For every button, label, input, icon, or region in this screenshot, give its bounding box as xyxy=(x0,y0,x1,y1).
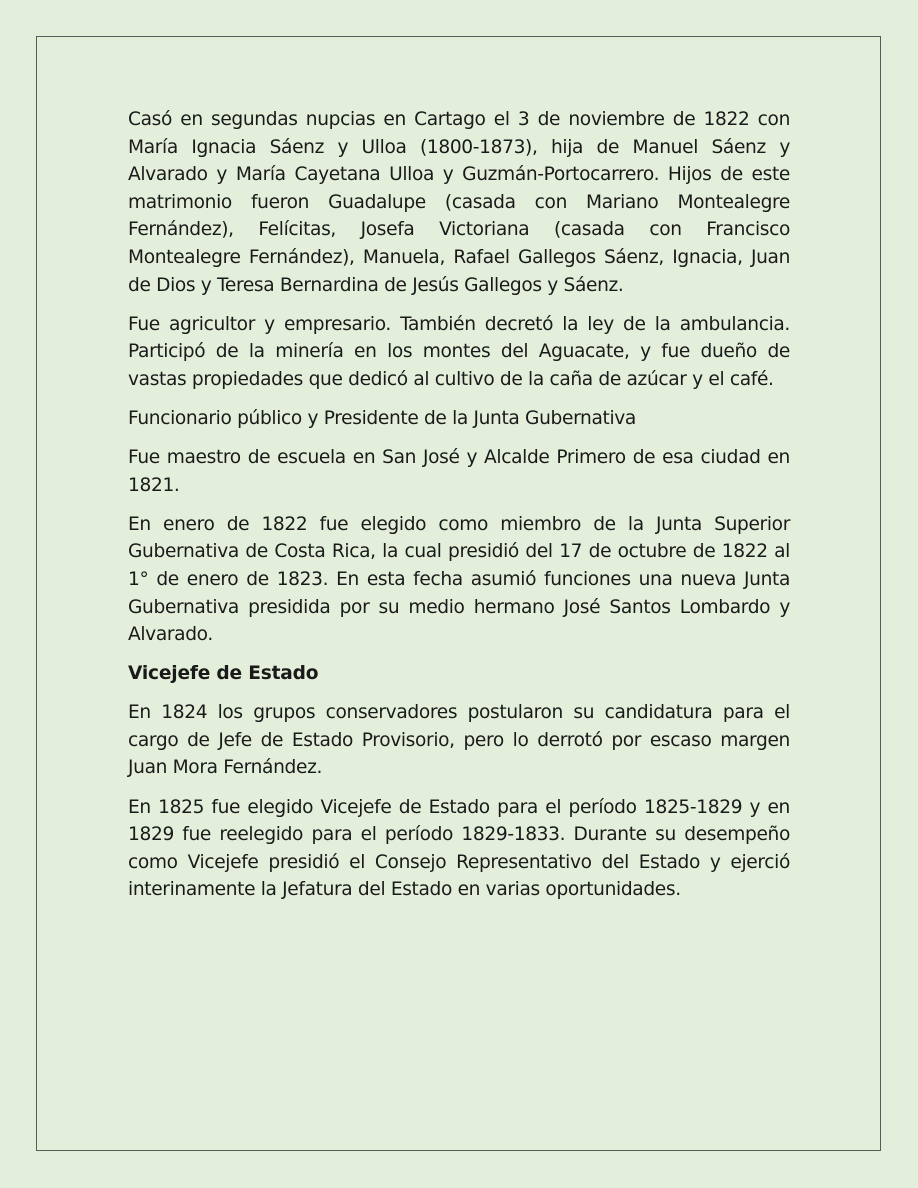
paragraph-occupation: Fue agricultor y empresario. También decretó la ley de la ambulancia. Participó de la minería en los montes del Aguacate, y fue dueño de vastas propiedades que dedicó al cultivo de la caña de azúcar y el café. xyxy=(128,313,790,390)
section-title-public-official: Funcionario público y Presidente de la Junta Gubernativa xyxy=(128,407,636,429)
section-heading-vicejefe: Vicejefe de Estado xyxy=(128,663,319,685)
paragraph-marriage: Casó en segundas nupcias en Cartago el 3 de noviembre de 1822 con María Ignacia Sáenz y Ulloa (1800-1873), hija de Manuel Sáenz y Alvarado y María Cayetana Ulloa y Guzmán-Portocarrero. Hijos de este matrimonio fueron Guadalupe (casada con Mariano Montealegre Fernández), Felícitas, Josefa Victoriana (casada con Francisco Montealegre Fernández), Manuela, Rafael Gallegos Sáenz, Ignacia, Juan de Dios y Teresa Bernardina de Jesús Gallegos y Sáenz. xyxy=(128,109,790,296)
document-body xyxy=(128,106,790,915)
paragraph-teacher: Fue maestro de escuela en San José y Alcalde Primero de esa ciudad en 1821. xyxy=(128,447,790,496)
paragraph-junta: En enero de 1822 fue elegido como miembro de la Junta Superior Gubernativa de Costa Rica, la cual presidió del 17 de octubre de 1822 al 1° de enero de 1823. En esta fecha asumió funciones una nueva Junta Gubernativa presidida por su medio hermano José Santos Lombardo y Alvarado. xyxy=(128,513,790,646)
paragraph-vicejefe-term: En 1825 fue elegido Vicejefe de Estado para el período 1825-1829 y en 1829 fue reelegido para el período 1829-1833. Durante su desempeño como Vicejefe presidió el Consejo Representativo del Estado y ejerció interinamente la Jefatura del Estado en varias oportunidades. xyxy=(128,796,790,901)
paragraph-candidacy: En 1824 los grupos conservadores postularon su candidatura para el cargo de Jefe de Estado Provisorio, pero lo derrotó por escaso margen Juan Mora Fernández. xyxy=(128,702,790,779)
